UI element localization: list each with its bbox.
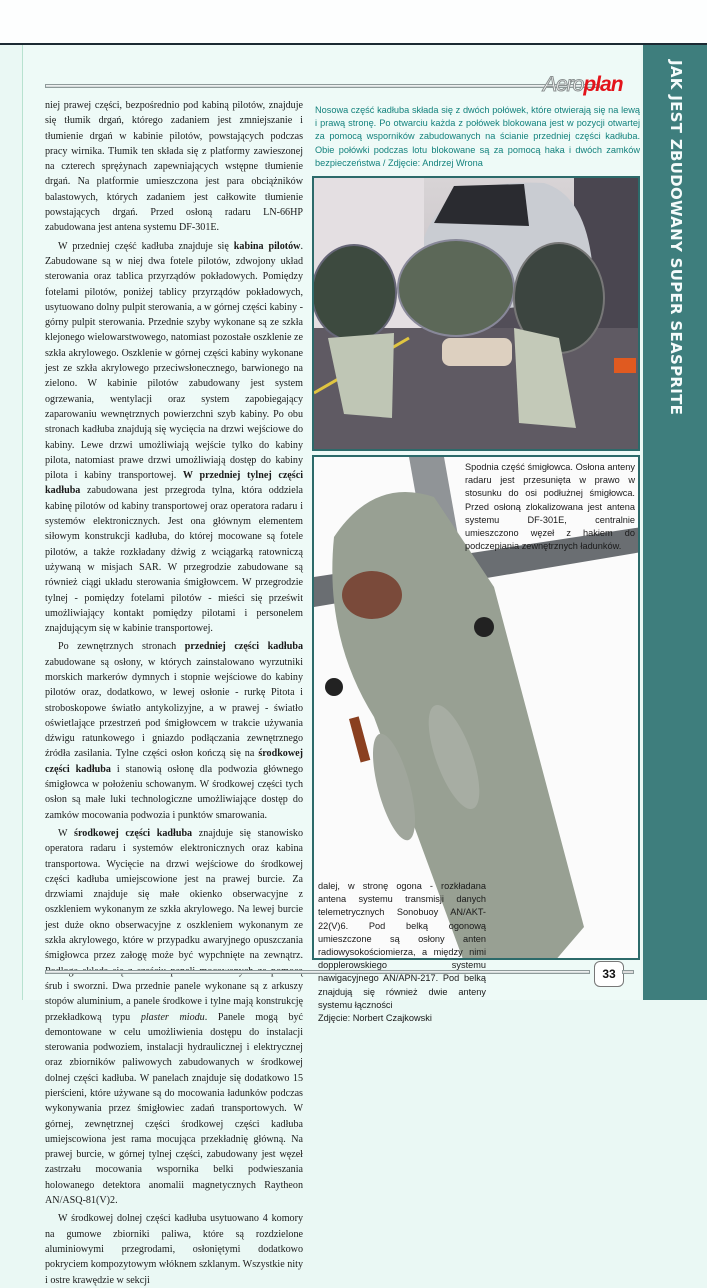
text-run: i stanowią osłonę dla podwozia głównego śmigłowca w położeniu schowanym. W środkowej części tych osłon są małe luki technologiczne umożliwiające dostęp do zamków mocowania podwozia i punktów smarowania. xyxy=(45,763,304,821)
page-number: 33 xyxy=(594,961,624,987)
article-paragraph xyxy=(45,826,303,1208)
nose-section-illustration xyxy=(314,178,640,451)
article-paragraph xyxy=(45,639,303,823)
wheel-chock xyxy=(614,358,636,373)
logo-plan: plan xyxy=(583,73,623,96)
article-paragraph xyxy=(45,98,303,236)
text-run: W środkowej dolnej części kadłuba usytuowano 4 komory na gumowe zbiorniki paliwa, które są rozdzielone aluminiowymi przegrodami, osłoniętymi dodatkowo pokryciem kompozytowym włóknem szklanym. Wszystkie nity i ostre krawędzie w sekcji xyxy=(45,1213,303,1286)
text-run: . Panele mogą być demontowane w celu umożliwienia dostępu do instalacji sterowania podwoziem, instalacji hydraulicznej i elektrycznej oraz zbiorników paliwowych zabudowanych w środkowej dolnej części kadłuba. W panelach znajduje się dodatkowo 15 pierścieni, które używane są do mocowania ładunków podczas wykonywania przez śmigłowiec zadań transportowych. W górnej, zewnętrznej części środkowej części kadłuba umiejscowiona jest rama mocująca przekładnię główną. Na prawej burcie, w górnej tylnej części, zabudowany jest węzeł zastrzału mocowania wspornika belki podwieszania holowanego detektora anomalii magnetycznych Raytheon AN/ASQ-81(V)2. xyxy=(45,1011,304,1207)
bold-term: środkowej części kadłuba xyxy=(45,748,303,775)
article-paragraph xyxy=(45,239,303,637)
text-run: W przedniej część kadłuba znajduje się xyxy=(58,240,234,252)
text-run: zabudowane są osłony, w których zainstalowano wyrzutniki morskich markerów dymnych i stopnie wejściowe do kabiny pilotów oraz, dodatkowo, w lewej osłonie - rurkę Pitota i stroboskopowe światło antykolizyjne, a w prawej - światło oświetlające przestrzeń pod śmigłowcem w trakcie używania dźwigu ratunkowego i gniazdo podłączania zewnętrznego źródła zasilania. Tylne części osłon kończą się na xyxy=(45,656,303,760)
page-top-edge xyxy=(0,0,707,45)
text-run: zabudowana jest przegroda tylna, która oddziela kabinę pilotów od kabiny transportowej oraz operatora radaru i systemów elektronicznych. Jest ona głównym elementem siłowym konstrukcji kadłuba, do której mocowane są fotele pilotów, a także rozkładany dźwig z wciągarką ratowniczą używaną w misjach SAR. W przegrodzie zabudowane są również ciągi układu sterowania śmigłowcem. W przegrodzie tylnej - pomiędzy fotelami pilotów - mieści się prześwit umożliwiający kontakt pomiędzy pilotami i personelem znajdującym się w kabinie transportowej. xyxy=(45,485,303,635)
left-nose-half xyxy=(314,245,396,341)
caption-bottom-text: dalej, w stronę ogona - rozkładana antena systemu transmisji danych telemetrycznych Sonobuoy AN/AKT-22(V)6. Pod belką ogonową umieszczone są osłony anten radiowysokościomierza, a między nimi dopplerowskiego systemu nawigacyjnego AN/APN-217. Pod belką znajdują się również dwie anteny systemu łączności xyxy=(318,881,486,1010)
photo-caption-bottom xyxy=(318,880,486,1025)
wheel-right xyxy=(474,617,494,637)
wheel-left xyxy=(325,678,343,696)
italic-term: plaster miodu xyxy=(140,1011,205,1023)
section-title: JAK JEST ZBUDOWANY SUPER SEASPRITE xyxy=(667,60,685,416)
text-run: niej prawej części, bezpośrednio pod kabiną pilotów, znajduje się tłumik drgań, którego zadaniem jest zmniejszanie i tłumienie drgań w kabinie pilotów, powstających podczas pracy wirnika. Tłumik ten składa się z platformy zawieszonej na czterech sprężynach zapewniających wstępne tłumienie drgań. Na platformie umieszczona jest para obciążników balastowych, których zadaniem jest całkowite tłumienie powstających drgań. Przed osłoną radaru LN-66HP zabudowana jest antena systemu DF-301E. xyxy=(45,100,303,234)
header-rule xyxy=(45,84,600,88)
photo-caption-middle: Spodnia część śmigłowca. Osłona anteny radaru jest przesunięta w prawo w stosunku do osi podłużnej śmigłowca. Przed osłoną zlokalizowana jest antena systemu DF-301E, centralnie umieszczono węzeł z hakiem do podczepiania zewnętrznych ładunków. xyxy=(465,462,635,552)
sonobuoy xyxy=(349,716,370,762)
article-paragraph xyxy=(45,1211,303,1287)
text-run: Po zewnętrznych stronach xyxy=(58,641,185,653)
bold-term: kabina pilotów xyxy=(233,240,301,252)
bold-term: przedniej części kadłuba xyxy=(184,641,303,653)
center-nose-bay xyxy=(398,240,514,336)
logo-aero: Aero xyxy=(543,73,584,96)
photo-nose-section xyxy=(312,176,640,451)
text-run: znajduje się stanowisko operatora radaru i systemów elektronicznych oraz kabina transportowa. Wycięcie na drzwi wejściowe do środkowej części kadłuba umiejscowione jest na prawej burcie. Za drzwiami znajduje się małe okienko obserwacyjne z oszkleniem wykonanym ze szkła akrylowego. Na lewej burcie jest duże okno obserwacyjne z oszkleniem wykonanym ze szkła akrylowego, które w przypadku awaryjnego opuszczania śmigłowca przez załogę może być wypchnięte na zewnątrz. śrub i sworzni. Dwa przednie panele wykonane są z arkuszy stopów aluminium, a panele środkowe i tylne mają konstrukcję przekładkową typu xyxy=(45,827,303,1023)
text-run: . Zabudowane są w niej dwa fotele pilotów, zdwojony układ sterowania oraz tablica przyrządów pokładowych. Pomiędzy fotelami pilotów, poniżej tablicy przyrządów pokładowych, usytuowano dolny pulpit sterowania, a w górnej części kabiny - górny pulpit sterowania. Przednie szyby wykonane są ze szkła klejonego wielowarstwowego, natomiast pozostałe oszklenie ze szkła akrylowego. Oszklenie w górnej części kabiny wykonane jest ze szkła akrylowego przeciwsłonecznego, barwionego na zielono. W kabinie pilotów zabudowany jest system ogrzewania, wentylacji oraz system zapobiegający zaparowaniu wewnętrznych powierzchni szyb kabiny. Po obu stronach kadłuba znajdują się wycięcia na drzwi wejściowe do kabiny. Lewe drzwi umożliwiają wejście tylko do kabiny pilota, natomiast prawe drzwi umożliwiają dostęp do kabiny pilota i kabiny transportowej. xyxy=(45,240,303,482)
bold-term: W przedniej tylnej części kadłuba xyxy=(45,470,303,497)
radar-radome xyxy=(342,571,402,619)
bold-term: środkowej części kadłuba xyxy=(74,827,193,839)
magazine-logo xyxy=(543,73,623,97)
photo-caption-top: Nosowa część kadłuba składa się z dwóch połówek, które otwierają się na lewą i prawą stronę. Po otwarciu każda z połówek blokowana jest w pozycji otwartej za pomocą wsporników zabudowanych na ścianie przedniej części kadłuba. Obie połówki podczas lotu blokowane są za pomocą haka i dwóch zamków bezpieczeństwa / Zdjęcie: Andrzej Wrona xyxy=(315,105,640,168)
cockpit-window xyxy=(434,184,529,226)
article-body xyxy=(45,98,303,1288)
text-run: W xyxy=(58,827,75,839)
footer-rule-end xyxy=(622,970,634,974)
caption-bottom-credit: Zdjęcie: Norbert Czajkowski xyxy=(318,1013,432,1024)
radome xyxy=(442,338,512,366)
